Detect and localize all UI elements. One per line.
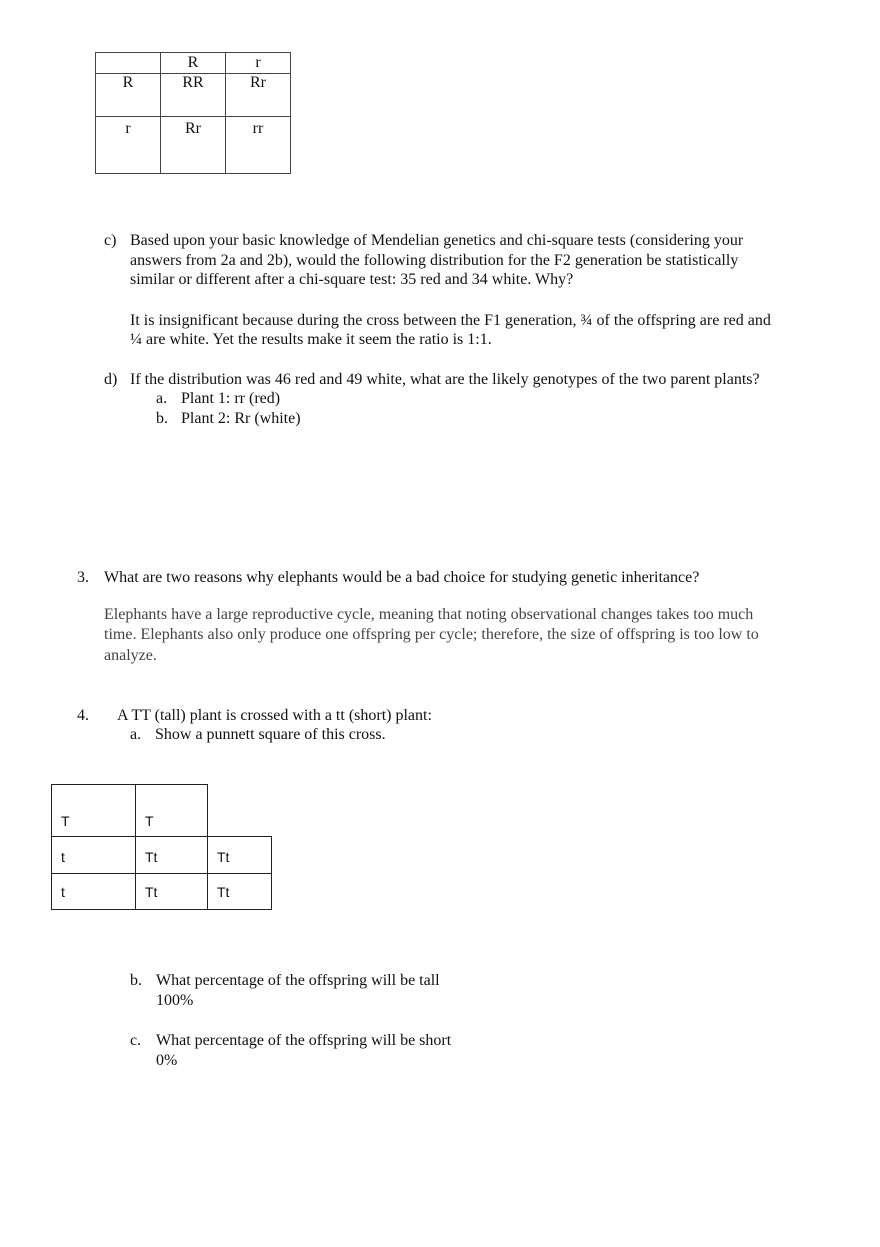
punnett2-row-label: t (51, 873, 136, 910)
q4c-answer: 0% (156, 1052, 178, 1069)
punnett-corner-cell (96, 53, 161, 74)
q4a-text: Show a punnett square of this cross. (155, 726, 386, 743)
q4b-text: What percentage of the offspring will be tall (156, 972, 440, 989)
q3-answer-line: time. Elephants also only produce one offspring per cycle; therefore, the size of offspring is too low to (104, 626, 759, 643)
q2d-label: d) (104, 371, 118, 388)
punnett-cell: rr (226, 117, 291, 174)
q4c-label: c. (130, 1032, 142, 1049)
punnett2-cell: Tt (207, 836, 272, 874)
q3-answer-line: analyze. (104, 647, 157, 664)
punnett-row-label: r (96, 117, 161, 174)
q2c-answer-line: It is insignificant because during the cross between the F1 generation, ¾ of the offspring are red and (130, 312, 771, 329)
punnett-cell: Rr (161, 117, 226, 174)
q2d-item-label: a. (156, 390, 168, 407)
q2d-question: If the distribution was 46 red and 49 white, what are the likely genotypes of the two parent plants? (130, 371, 760, 388)
q2c-question-line: Based upon your basic knowledge of Mendelian genetics and chi-square tests (considering your (130, 232, 744, 249)
q4-question: A TT (tall) plant is crossed with a tt (short) plant: (117, 707, 432, 724)
punnett2-cell: Tt (207, 873, 272, 910)
punnett2-cell: Tt (135, 873, 208, 910)
punnett2-top-cell: T (135, 784, 208, 837)
q4-label: 4. (77, 707, 89, 724)
q2d-item-label: b. (156, 410, 168, 427)
q2d-item-text: Plant 2: Rr (white) (181, 410, 301, 427)
punnett-header-cell: r (226, 53, 291, 74)
q3-answer-line: Elephants have a large reproductive cycle, meaning that noting observational changes takes too much (104, 606, 754, 623)
q2c-question-line: similar or different after a chi-square test: 35 red and 34 white. Why? (130, 271, 574, 288)
q4b-label: b. (130, 972, 142, 989)
q2c-question-line: answers from 2a and 2b), would the following distribution for the F2 generation be statistically (130, 252, 739, 269)
punnett-square-rr (95, 52, 291, 174)
punnett2-top-cell: T (51, 784, 136, 837)
punnett-cell: RR (161, 74, 226, 117)
q2c-answer-line: ¼ are white. Yet the results make it seem the ratio is 1:1. (130, 331, 492, 348)
q4b-answer: 100% (156, 992, 194, 1009)
q3-question: What are two reasons why elephants would be a bad choice for studying genetic inheritance? (104, 569, 700, 586)
punnett2-cell: Tt (135, 836, 208, 874)
q4c-text: What percentage of the offspring will be short (156, 1032, 452, 1049)
q2d-item-text: Plant 1: rr (red) (181, 390, 281, 407)
q3-label: 3. (77, 569, 89, 586)
punnett-row-label: R (96, 74, 161, 117)
q4a-label: a. (130, 726, 142, 743)
punnett2-row-label: t (51, 836, 136, 874)
punnett-header-cell: R (161, 53, 226, 74)
punnett-cell: Rr (226, 74, 291, 117)
q2c-label: c) (104, 232, 117, 249)
